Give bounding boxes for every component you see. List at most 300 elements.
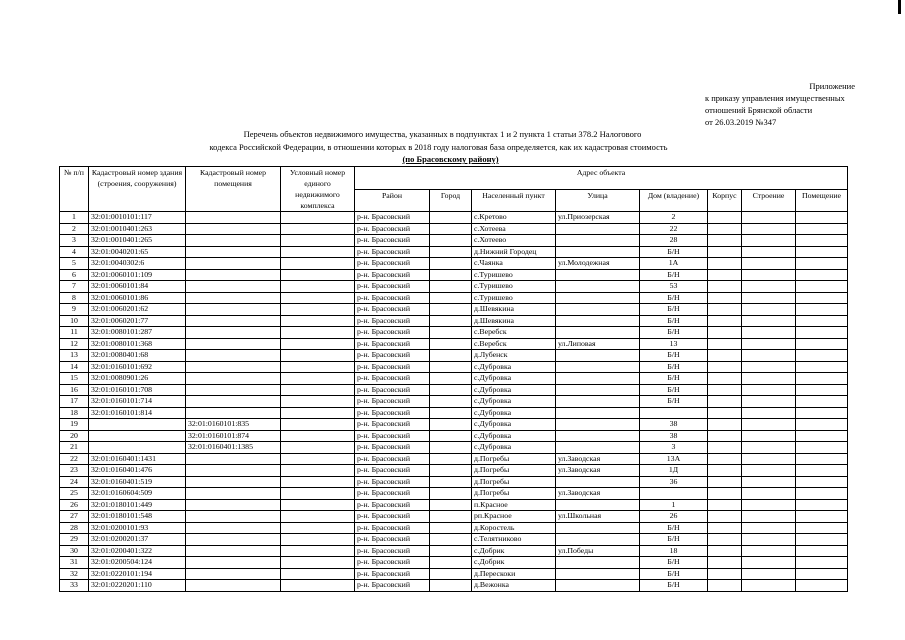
row-num: 26 (60, 499, 89, 511)
table-row (60, 327, 848, 339)
header-city: Город (430, 189, 472, 212)
row-room (796, 453, 848, 465)
row-city (430, 442, 472, 454)
row-num: 17 (60, 396, 89, 408)
row-cad-room (186, 304, 281, 316)
row-city (430, 396, 472, 408)
row-cad-room (186, 568, 281, 580)
row-locality: д.Погребы (472, 453, 556, 465)
row-cad-building: 32:01:0200201:37 (89, 534, 186, 546)
row-building (742, 269, 796, 281)
row-cad-building: 32:01:0200101:93 (89, 522, 186, 534)
row-street: ул.Заводская (556, 465, 640, 477)
row-locality: с.Веребск (472, 338, 556, 350)
row-korpus (708, 315, 742, 327)
row-building (742, 476, 796, 488)
row-cond-num (281, 281, 355, 293)
row-building (742, 499, 796, 511)
row-cad-building (89, 430, 186, 442)
row-cond-num (281, 442, 355, 454)
row-cad-room (186, 557, 281, 569)
row-room (796, 419, 848, 431)
row-house: 26 (640, 511, 708, 523)
row-cad-building: 32:01:0180101:548 (89, 511, 186, 523)
table-row (60, 522, 848, 534)
row-locality: д.Вежонка (472, 580, 556, 592)
table-row (60, 373, 848, 385)
row-num: 31 (60, 557, 89, 569)
row-building (742, 258, 796, 270)
row-street (556, 430, 640, 442)
row-street (556, 361, 640, 373)
row-locality: п.Красное (472, 499, 556, 511)
row-city (430, 557, 472, 569)
row-locality: с.Хотеева (472, 223, 556, 235)
row-district: р-н. Брасовский (355, 534, 430, 546)
row-house: Б/Н (640, 568, 708, 580)
row-district: р-н. Брасовский (355, 488, 430, 500)
row-street (556, 292, 640, 304)
row-locality: с.Туришево (472, 281, 556, 293)
row-cond-num (281, 545, 355, 557)
row-city (430, 292, 472, 304)
row-cad-room (186, 235, 281, 247)
header-num: № п/п (60, 167, 89, 212)
row-house: Б/Н (640, 292, 708, 304)
row-building (742, 534, 796, 546)
scan-edge-mark (898, 0, 901, 14)
row-cad-room (186, 453, 281, 465)
row-cond-num (281, 465, 355, 477)
row-cad-building: 32:01:0160101:714 (89, 396, 186, 408)
table-row (60, 545, 848, 557)
appendix-order-line: к приказу управления имущественных (705, 93, 845, 103)
row-cond-num (281, 373, 355, 385)
table-row (60, 534, 848, 546)
row-house: Б/Н (640, 384, 708, 396)
table-row (60, 269, 848, 281)
row-city (430, 281, 472, 293)
row-korpus (708, 453, 742, 465)
row-building (742, 568, 796, 580)
row-cond-num (281, 384, 355, 396)
row-district: р-н. Брасовский (355, 304, 430, 316)
row-korpus (708, 465, 742, 477)
row-cond-num (281, 557, 355, 569)
row-city (430, 304, 472, 316)
row-district: р-н. Брасовский (355, 442, 430, 454)
row-building (742, 407, 796, 419)
document-title-line1: Перечень объектов недвижимого имущества, указанных в подпунктах 1 и 2 пункта 1 статьи 378.2 Налогового (243, 129, 642, 139)
row-cad-room (186, 545, 281, 557)
row-building (742, 557, 796, 569)
row-room (796, 223, 848, 235)
row-num: 12 (60, 338, 89, 350)
row-korpus (708, 281, 742, 293)
row-cad-building: 32:01:0080101:287 (89, 327, 186, 339)
document-title-district: (по Брасовскому району) (402, 154, 499, 164)
row-street (556, 499, 640, 511)
row-num: 18 (60, 407, 89, 419)
row-num: 2 (60, 223, 89, 235)
row-korpus (708, 246, 742, 258)
document-title-line2: кодекса Российской Федерации, в отношении которых в 2018 году налоговая база определяется, как их кадастровая стоимость (209, 142, 668, 152)
row-district: р-н. Брасовский (355, 476, 430, 488)
row-cond-num (281, 304, 355, 316)
row-house: 53 (640, 281, 708, 293)
row-locality: д.Шевякина (472, 315, 556, 327)
row-room (796, 384, 848, 396)
header-room: Помещение (796, 189, 848, 212)
table-row (60, 557, 848, 569)
row-city (430, 373, 472, 385)
row-district: р-н. Брасовский (355, 258, 430, 270)
row-korpus (708, 534, 742, 546)
row-district: р-н. Брасовский (355, 557, 430, 569)
row-locality: д.Нижний Городец (472, 246, 556, 258)
row-locality: с.Дубровка (472, 407, 556, 419)
row-locality: с.Дубровка (472, 373, 556, 385)
table-row (60, 407, 848, 419)
row-building (742, 522, 796, 534)
table-row (60, 465, 848, 477)
row-house: 38 (640, 430, 708, 442)
row-building (742, 361, 796, 373)
row-building (742, 350, 796, 362)
row-num: 29 (60, 534, 89, 546)
row-cad-building: 32:01:0160604:509 (89, 488, 186, 500)
row-num: 8 (60, 292, 89, 304)
table-row (60, 292, 848, 304)
row-street (556, 476, 640, 488)
row-cad-building (89, 442, 186, 454)
row-city (430, 258, 472, 270)
table-row (60, 499, 848, 511)
row-locality: с.Дубровка (472, 430, 556, 442)
row-district: р-н. Брасовский (355, 545, 430, 557)
row-korpus (708, 430, 742, 442)
row-korpus (708, 488, 742, 500)
row-cad-room (186, 258, 281, 270)
row-korpus (708, 557, 742, 569)
table-row (60, 304, 848, 316)
row-cad-room (186, 534, 281, 546)
row-city (430, 246, 472, 258)
row-house: Б/Н (640, 361, 708, 373)
table-row (60, 384, 848, 396)
row-building (742, 430, 796, 442)
row-cond-num (281, 499, 355, 511)
row-num: 22 (60, 453, 89, 465)
row-cad-room (186, 499, 281, 511)
row-korpus (708, 511, 742, 523)
row-cad-room (186, 465, 281, 477)
table-row (60, 281, 848, 293)
row-building (742, 246, 796, 258)
row-cad-room (186, 384, 281, 396)
row-korpus (708, 269, 742, 281)
table-row (60, 315, 848, 327)
row-building (742, 488, 796, 500)
row-cond-num (281, 292, 355, 304)
row-street: ул.Школьная (556, 511, 640, 523)
row-num: 25 (60, 488, 89, 500)
header-address: Адрес объекта (355, 167, 848, 190)
row-building (742, 292, 796, 304)
row-cad-building: 32:01:0200504:124 (89, 557, 186, 569)
row-house: 38 (640, 419, 708, 431)
row-locality: с.Дубровка (472, 361, 556, 373)
row-locality: д.Погребы (472, 476, 556, 488)
row-house: Б/Н (640, 534, 708, 546)
row-cad-room (186, 580, 281, 592)
row-cad-building: 32:01:0220101:194 (89, 568, 186, 580)
row-street (556, 522, 640, 534)
row-cad-room (186, 361, 281, 373)
row-cad-room (186, 212, 281, 224)
row-cad-building: 32:01:0040201:65 (89, 246, 186, 258)
row-cad-building: 32:01:0060201:77 (89, 315, 186, 327)
row-house: 28 (640, 235, 708, 247)
row-district: р-н. Брасовский (355, 327, 430, 339)
row-cond-num (281, 269, 355, 281)
table-row (60, 235, 848, 247)
row-num: 9 (60, 304, 89, 316)
row-korpus (708, 545, 742, 557)
row-district: р-н. Брасовский (355, 430, 430, 442)
row-street (556, 396, 640, 408)
row-street: ул.Липовая (556, 338, 640, 350)
row-house: 22 (640, 223, 708, 235)
row-house: Б/Н (640, 522, 708, 534)
row-locality: с.Дубровка (472, 442, 556, 454)
row-locality: д.Коростель (472, 522, 556, 534)
row-room (796, 488, 848, 500)
header-cad-room: Кадастровый номер помещения (186, 167, 281, 212)
row-cond-num (281, 580, 355, 592)
row-city (430, 453, 472, 465)
row-district: р-н. Брасовский (355, 396, 430, 408)
row-num: 7 (60, 281, 89, 293)
row-street: ул.Победы (556, 545, 640, 557)
row-street (556, 315, 640, 327)
row-street (556, 246, 640, 258)
row-room (796, 246, 848, 258)
row-street (556, 304, 640, 316)
appendix-block (705, 80, 855, 128)
row-cond-num (281, 361, 355, 373)
row-korpus (708, 384, 742, 396)
row-cond-num (281, 407, 355, 419)
row-house: Б/Н (640, 557, 708, 569)
row-num: 10 (60, 315, 89, 327)
row-street (556, 557, 640, 569)
row-room (796, 304, 848, 316)
row-house: 18 (640, 545, 708, 557)
property-table (59, 166, 848, 592)
row-building (742, 315, 796, 327)
row-cond-num (281, 246, 355, 258)
row-room (796, 511, 848, 523)
row-num: 19 (60, 419, 89, 431)
row-city (430, 223, 472, 235)
row-building (742, 545, 796, 557)
row-cad-room (186, 396, 281, 408)
row-cad-room (186, 476, 281, 488)
row-locality: с.Хотеево (472, 235, 556, 247)
row-house: 36 (640, 476, 708, 488)
row-district: р-н. Брасовский (355, 453, 430, 465)
row-cad-room: 32:01:0160401:1385 (186, 442, 281, 454)
row-room (796, 212, 848, 224)
row-street (556, 568, 640, 580)
table-row (60, 258, 848, 270)
table-row (60, 350, 848, 362)
row-cad-building: 32:01:0060101:84 (89, 281, 186, 293)
row-street: ул.Заводская (556, 488, 640, 500)
row-cad-room (186, 373, 281, 385)
row-street (556, 281, 640, 293)
row-locality: д.Шевякина (472, 304, 556, 316)
table-row (60, 246, 848, 258)
row-cond-num (281, 327, 355, 339)
row-district: р-н. Брасовский (355, 568, 430, 580)
table-row (60, 223, 848, 235)
table-row (60, 580, 848, 592)
row-house (640, 407, 708, 419)
row-street (556, 534, 640, 546)
row-city (430, 338, 472, 350)
row-house: 1Д (640, 465, 708, 477)
row-building (742, 338, 796, 350)
row-room (796, 568, 848, 580)
header-house: Дом (владение) (640, 189, 708, 212)
row-locality: с.Дубровка (472, 419, 556, 431)
row-city (430, 511, 472, 523)
row-street: ул.Молодежная (556, 258, 640, 270)
row-cond-num (281, 476, 355, 488)
row-room (796, 534, 848, 546)
row-num: 16 (60, 384, 89, 396)
row-cad-building: 32:01:0080101:368 (89, 338, 186, 350)
header-district: Район (355, 189, 430, 212)
row-house: 13 (640, 338, 708, 350)
row-cad-room (186, 315, 281, 327)
row-cad-building: 32:01:0160101:814 (89, 407, 186, 419)
row-district: р-н. Брасовский (355, 315, 430, 327)
row-cond-num (281, 258, 355, 270)
row-district: р-н. Брасовский (355, 580, 430, 592)
row-num: 23 (60, 465, 89, 477)
row-korpus (708, 442, 742, 454)
row-street (556, 269, 640, 281)
row-house: Б/Н (640, 350, 708, 362)
row-house: Б/Н (640, 327, 708, 339)
row-cond-num (281, 338, 355, 350)
row-locality: рп.Красное (472, 511, 556, 523)
row-cad-room (186, 281, 281, 293)
row-locality: д.Перескоки (472, 568, 556, 580)
row-city (430, 522, 472, 534)
row-cad-building: 32:01:0080901:26 (89, 373, 186, 385)
row-street (556, 407, 640, 419)
row-district: р-н. Брасовский (355, 281, 430, 293)
row-building (742, 281, 796, 293)
row-korpus (708, 235, 742, 247)
row-district: р-н. Брасовский (355, 361, 430, 373)
row-building (742, 304, 796, 316)
row-cad-building: 32:01:0180101:449 (89, 499, 186, 511)
row-num: 6 (60, 269, 89, 281)
row-city (430, 235, 472, 247)
appendix-date-line: от 26.03.2019 №347 (705, 117, 777, 127)
row-building (742, 235, 796, 247)
row-korpus (708, 499, 742, 511)
row-cad-room (186, 327, 281, 339)
row-num: 28 (60, 522, 89, 534)
row-cond-num (281, 453, 355, 465)
row-house: 13А (640, 453, 708, 465)
row-korpus (708, 361, 742, 373)
appendix-label: Приложение (809, 81, 855, 91)
header-cond-num: Условный номер единого недвижимого комплекса (281, 167, 355, 212)
row-korpus (708, 419, 742, 431)
row-cad-building: 32:01:0160401:476 (89, 465, 186, 477)
row-cond-num (281, 430, 355, 442)
row-district: р-н. Брасовский (355, 350, 430, 362)
row-cad-room (186, 511, 281, 523)
row-room (796, 476, 848, 488)
row-city (430, 361, 472, 373)
row-num: 4 (60, 246, 89, 258)
row-cad-building: 32:01:0160101:692 (89, 361, 186, 373)
table-row (60, 442, 848, 454)
row-street (556, 419, 640, 431)
row-cad-room (186, 407, 281, 419)
row-cad-room (186, 223, 281, 235)
row-room (796, 407, 848, 419)
row-district: р-н. Брасовский (355, 407, 430, 419)
row-city (430, 212, 472, 224)
row-korpus (708, 568, 742, 580)
table-row (60, 568, 848, 580)
row-district: р-н. Брасовский (355, 338, 430, 350)
row-cad-building: 32:01:0160401:1431 (89, 453, 186, 465)
row-city (430, 327, 472, 339)
row-district: р-н. Брасовский (355, 511, 430, 523)
row-locality: с.Туришево (472, 292, 556, 304)
row-city (430, 580, 472, 592)
row-cad-building: 32:01:0060201:62 (89, 304, 186, 316)
row-house (640, 488, 708, 500)
row-city (430, 488, 472, 500)
row-korpus (708, 292, 742, 304)
row-building (742, 223, 796, 235)
row-num: 27 (60, 511, 89, 523)
row-room (796, 315, 848, 327)
row-locality: с.Туришево (472, 269, 556, 281)
table-row (60, 361, 848, 373)
table-row (60, 476, 848, 488)
row-cad-building: 32:01:0010401:265 (89, 235, 186, 247)
row-cond-num (281, 534, 355, 546)
row-locality: с.Веребск (472, 327, 556, 339)
row-room (796, 281, 848, 293)
row-house: Б/Н (640, 269, 708, 281)
row-cond-num (281, 396, 355, 408)
row-locality: с.Добрик (472, 545, 556, 557)
row-num: 32 (60, 568, 89, 580)
